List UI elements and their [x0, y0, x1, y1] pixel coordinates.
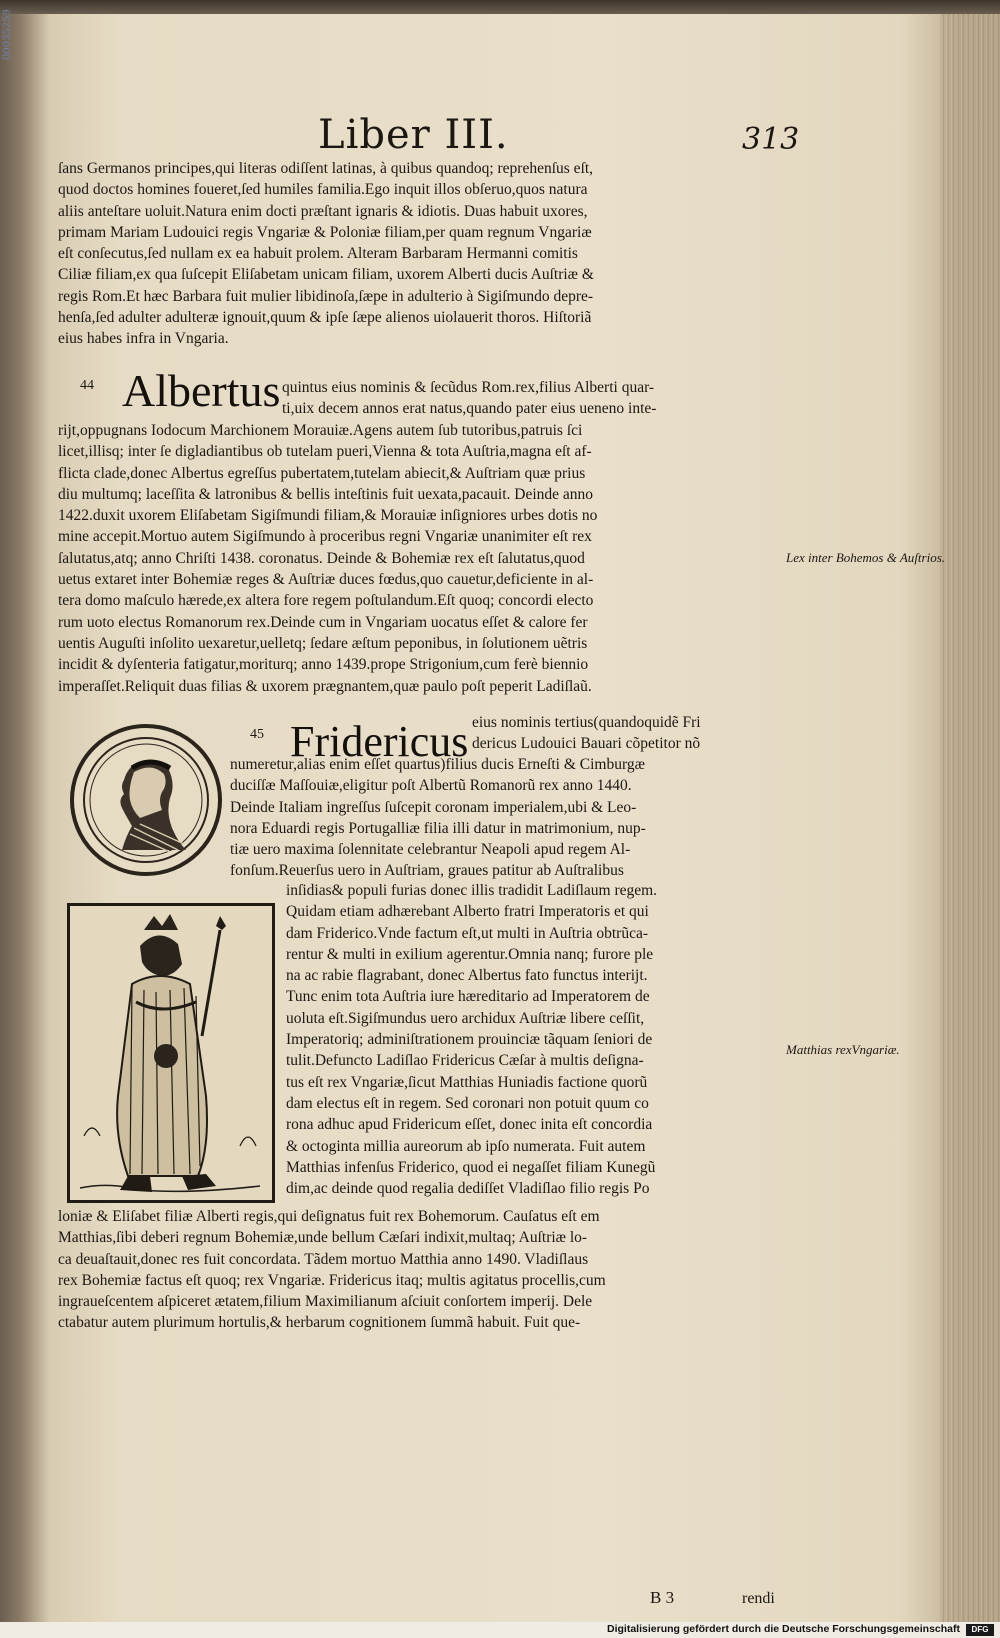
emperor-woodcut-drawing	[70, 906, 272, 1200]
text-line: imperaſſet.Reliquit duas filias & uxorem prægnantem,quæ paulo poſt peperit Ladiſlaũ.	[58, 677, 592, 695]
text-line: ctabatur autem plurimum hortulis,& herbarum cognitionem ſummã habuit. Fuit que-	[58, 1314, 581, 1332]
text-line: diu multumq; laceſſita & latronibus & bellis inteſtinis fuit uexata,pacauit. Deinde anno	[58, 485, 594, 503]
text-line: fonſum.Reuerſus uero in Auſtriam, graues patitur ab Auſtralibus	[230, 862, 624, 880]
text-line: flicta clade,donec Albertus egreſſus pubertatem,tutelam abiecit,& Auſtriam quæ prius	[58, 464, 586, 482]
text-line: loniæ & Eliſabet filiæ Alberti regis,qui deſignatus fuit rex Bohemorum. Cauſatus eſt em	[58, 1208, 600, 1225]
text-line: rex Bohemiæ factus eſt quoq; rex Vngariæ. Fridericus itaq; multis agitatus procellis,cum	[58, 1271, 606, 1289]
section-44-number: 44	[80, 378, 94, 393]
folio-number: 313	[742, 122, 800, 157]
text-line: Deinde Italiam ingreſſus ſuſcepit coronam imperialem,ubi & Leo-	[230, 798, 637, 816]
text-line: uentis Auguſti inſolito uexaretur,uelletq; ſedare æſtum peponibus, in ſolutionem uẽtris	[58, 634, 588, 652]
text-line: duciſſæ Maſſouiæ,eligitur poſt Albertũ Romanorũ rex anno 1440.	[230, 777, 632, 795]
text-line: eius habes infra in Vngaria.	[58, 330, 229, 348]
text-line: & octoginta millia aureorum ab ipſo numerata. Fuit autem	[286, 1137, 646, 1155]
section-44-body	[58, 420, 778, 697]
text-line: quintus eius nominis & ſecũdus Rom.rex,filius Alberti quar-	[282, 379, 655, 396]
text-line: henſa,ſed adulter adulteræ ignouit,quum & ipſe ſæpe alienos uiolauerit thoros. Hiſtoriã	[58, 309, 592, 327]
text-line: mine accepit.Mortuo autem Sigiſmundo à proceribus regni Vngariæ unanimiter eſt rex	[58, 528, 592, 546]
running-title: Liber III.	[318, 112, 509, 158]
margin-note-line: Lex inter Bo	[786, 550, 851, 565]
text-line: rentur & multi in exilium agerentur.Omnia nanq; furore ple	[286, 945, 654, 963]
text-line: uoluta eſt.Sigiſmundus uero archidux Auſtriæ libere ceſſit,	[286, 1009, 645, 1027]
section-45-lines-woodcut	[286, 880, 778, 1199]
text-line: eius nominis tertius(quandoquidẽ Fri	[472, 714, 701, 731]
text-line: Ciliæ filiam,ex qua ſuſcepit Eliſabetam unicam filiam, uxorem Alberti ducis Auſtriæ &	[58, 266, 594, 284]
page-edges	[940, 0, 1000, 1638]
text-line: licet,illisq; inter ſe digladiantibus ob tutelam pueri,Vienna & tota Auſtria,magna eſt af-	[58, 443, 592, 461]
footer-credit: Digitalisierung gefördert durch die Deutsche Forschungsgemeinschaft	[607, 1623, 960, 1635]
text-line: rijt,oppugnans Iodocum Marchionem Morauiæ.Agens autem ſub tutoribus,patruis ſci	[58, 422, 583, 439]
text-line: ti,uix decem annos erat natus,quando pater eius ueneno inte-	[282, 400, 657, 418]
section-44-name: Albertus	[122, 365, 281, 416]
text-line: primam Mariam Ludouici regis Vngariæ & Poloniæ filiam,per quam regnum Vngariæ	[58, 223, 592, 241]
text-line: dericus Ludouici Bauari cõpetitor nõ	[472, 735, 701, 753]
text-line: Imperatoriq; adminiſtrationem prouinciæ tãquam ſeniori de	[286, 1031, 653, 1049]
text-line: na ac rabie flagrabant, donec Albertus fato functus interijt.	[286, 967, 648, 985]
text-line: dim,ac deinde quod regalia dediſſet Vladiſlao filio regis Po	[286, 1180, 650, 1198]
intro-paragraph	[58, 158, 774, 350]
text-line: tera domo maſculo hærede,ex altera fore regem poſtulandum.Eſt quoq; concordi electo	[58, 592, 594, 610]
top-shadow	[0, 0, 1000, 14]
text-line: ſans Germanos principes,qui literas odiſſent latinas, à quibus quandoq; reprehenſus eſt,	[58, 160, 594, 177]
text-line: dam electus eſt in regem. Sed coronari non potuit quum co	[286, 1094, 649, 1112]
text-line: aliis anteſtare uoluit.Natura enim docti præſtant ignaris & idiotis. Duas habuit uxores,	[58, 202, 588, 220]
portrait-medallion	[70, 724, 222, 876]
text-line: tiæ uero maxima ſolennitate celebrantur Neapoli apud regem Al-	[230, 841, 631, 859]
corner-label: 00035259	[2, 9, 13, 60]
text-line: Matthias infenſus Friderico, quod ei negaſſet filiam Kunegũ	[286, 1158, 656, 1176]
text-line: 1422.duxit uxorem Eliſabetam Sigiſmundi filiam,& Morauiæ inſigniores urbes dotis no	[58, 507, 598, 525]
text-line: Matthias,ſibi deberi regnum Bohemiæ,unde bellum Cæſari indixit,multaq; Auſtriæ lo-	[58, 1229, 588, 1247]
text-line: ſalutatus,atq; anno Chriſti 1438. coronatus. Deinde & Bohemiæ rex eſt ſalutatus,quod	[58, 549, 585, 567]
text-line: Tunc enim tota Auſtria iure hæreditario ad Imperatorem de	[286, 988, 650, 1006]
signature-mark: B 3	[650, 1588, 675, 1607]
text-line: ingraueſcentem aſpiceret ætatem,filium Maximilianum aſciuit conſortem imperij. Dele	[58, 1293, 593, 1311]
catchword: rendi	[742, 1590, 775, 1607]
text-line: eſt conſecutus,ſed nullam ex ea habuit prolem. Alteram Barbaram Hermanni comitis	[58, 245, 578, 263]
dfg-logo: DFG	[966, 1624, 994, 1636]
text-line: inſidias& populi furias donec illis tradidit Ladiſlaum regem.	[286, 882, 658, 899]
margin-note-matthias	[786, 1040, 900, 1060]
margin-note-lex	[786, 548, 945, 568]
text-line: Quidam etiam adhærebant Alberto fratri Imperatoris et qui	[286, 903, 649, 921]
margin-note-line: hemos & Au	[850, 550, 915, 565]
section-45-name: Fridericus	[290, 717, 469, 766]
text-line: uetus extaret inter Bohemiæ reges & Auſtriæ duces fœdus,quo cauetur,deficiente in al-	[58, 571, 594, 589]
text-line: quod doctos homines foueret,ſed humiles familia.Ego inquit illos obſeruo,quos natura	[58, 181, 588, 199]
section-45-lines-full	[58, 1206, 778, 1334]
text-line: dam Friderico.Vnde factum eſt,ut multi in Auſtria obtrũca-	[286, 924, 649, 942]
margin-note-line: Matthias rex	[786, 1042, 852, 1057]
text-line: ca deuaſtauit,donec res fuit concordata. Tãdem mortuo Matthia anno 1490. Vladiſlaus	[58, 1250, 589, 1268]
margin-note-line: Vngariæ.	[851, 1042, 900, 1057]
margin-note-line: ſtrios.	[914, 550, 946, 565]
text-line: numeretur,alias enim eſſet quartus)filius ducis Erneſti & Cimburgæ	[230, 756, 645, 773]
emperor-woodcut	[67, 903, 275, 1203]
text-line: nora Eduardi regis Portugalliæ filia illi datur in matrimonium, nup-	[230, 819, 646, 837]
section-44-head	[282, 377, 776, 420]
section-45-lines-medallion	[230, 754, 776, 882]
text-line: tulit.Defuncto Ladiſlao Fridericus Cæſar à multis deſigna-	[286, 1052, 644, 1070]
text-line: regis Rom.Et hæc Barbara fuit mulier libidinoſa,ſæpe in adulterio à Sigiſmundo depre-	[58, 287, 594, 305]
text-line: rona adhuc apud Fridericum eſſet, donec inita eſt concordia	[286, 1116, 653, 1134]
section-45-number: 45	[250, 727, 264, 742]
section-45-head	[472, 712, 776, 755]
text-line: incidit & dyſenteria fatigatur,moriturq; anno 1439.prope Strigonium,cum ferè biennio	[58, 656, 589, 674]
text-line: rum uoto electus Romanorum rex.Deinde cum in Vngariam uocatus eſſet & calore fer	[58, 613, 588, 631]
portrait-medallion-drawing	[74, 728, 218, 872]
text-line: tus eſt rex Vngariæ,ſicut Matthias Huniadis factione quorũ	[286, 1073, 648, 1091]
